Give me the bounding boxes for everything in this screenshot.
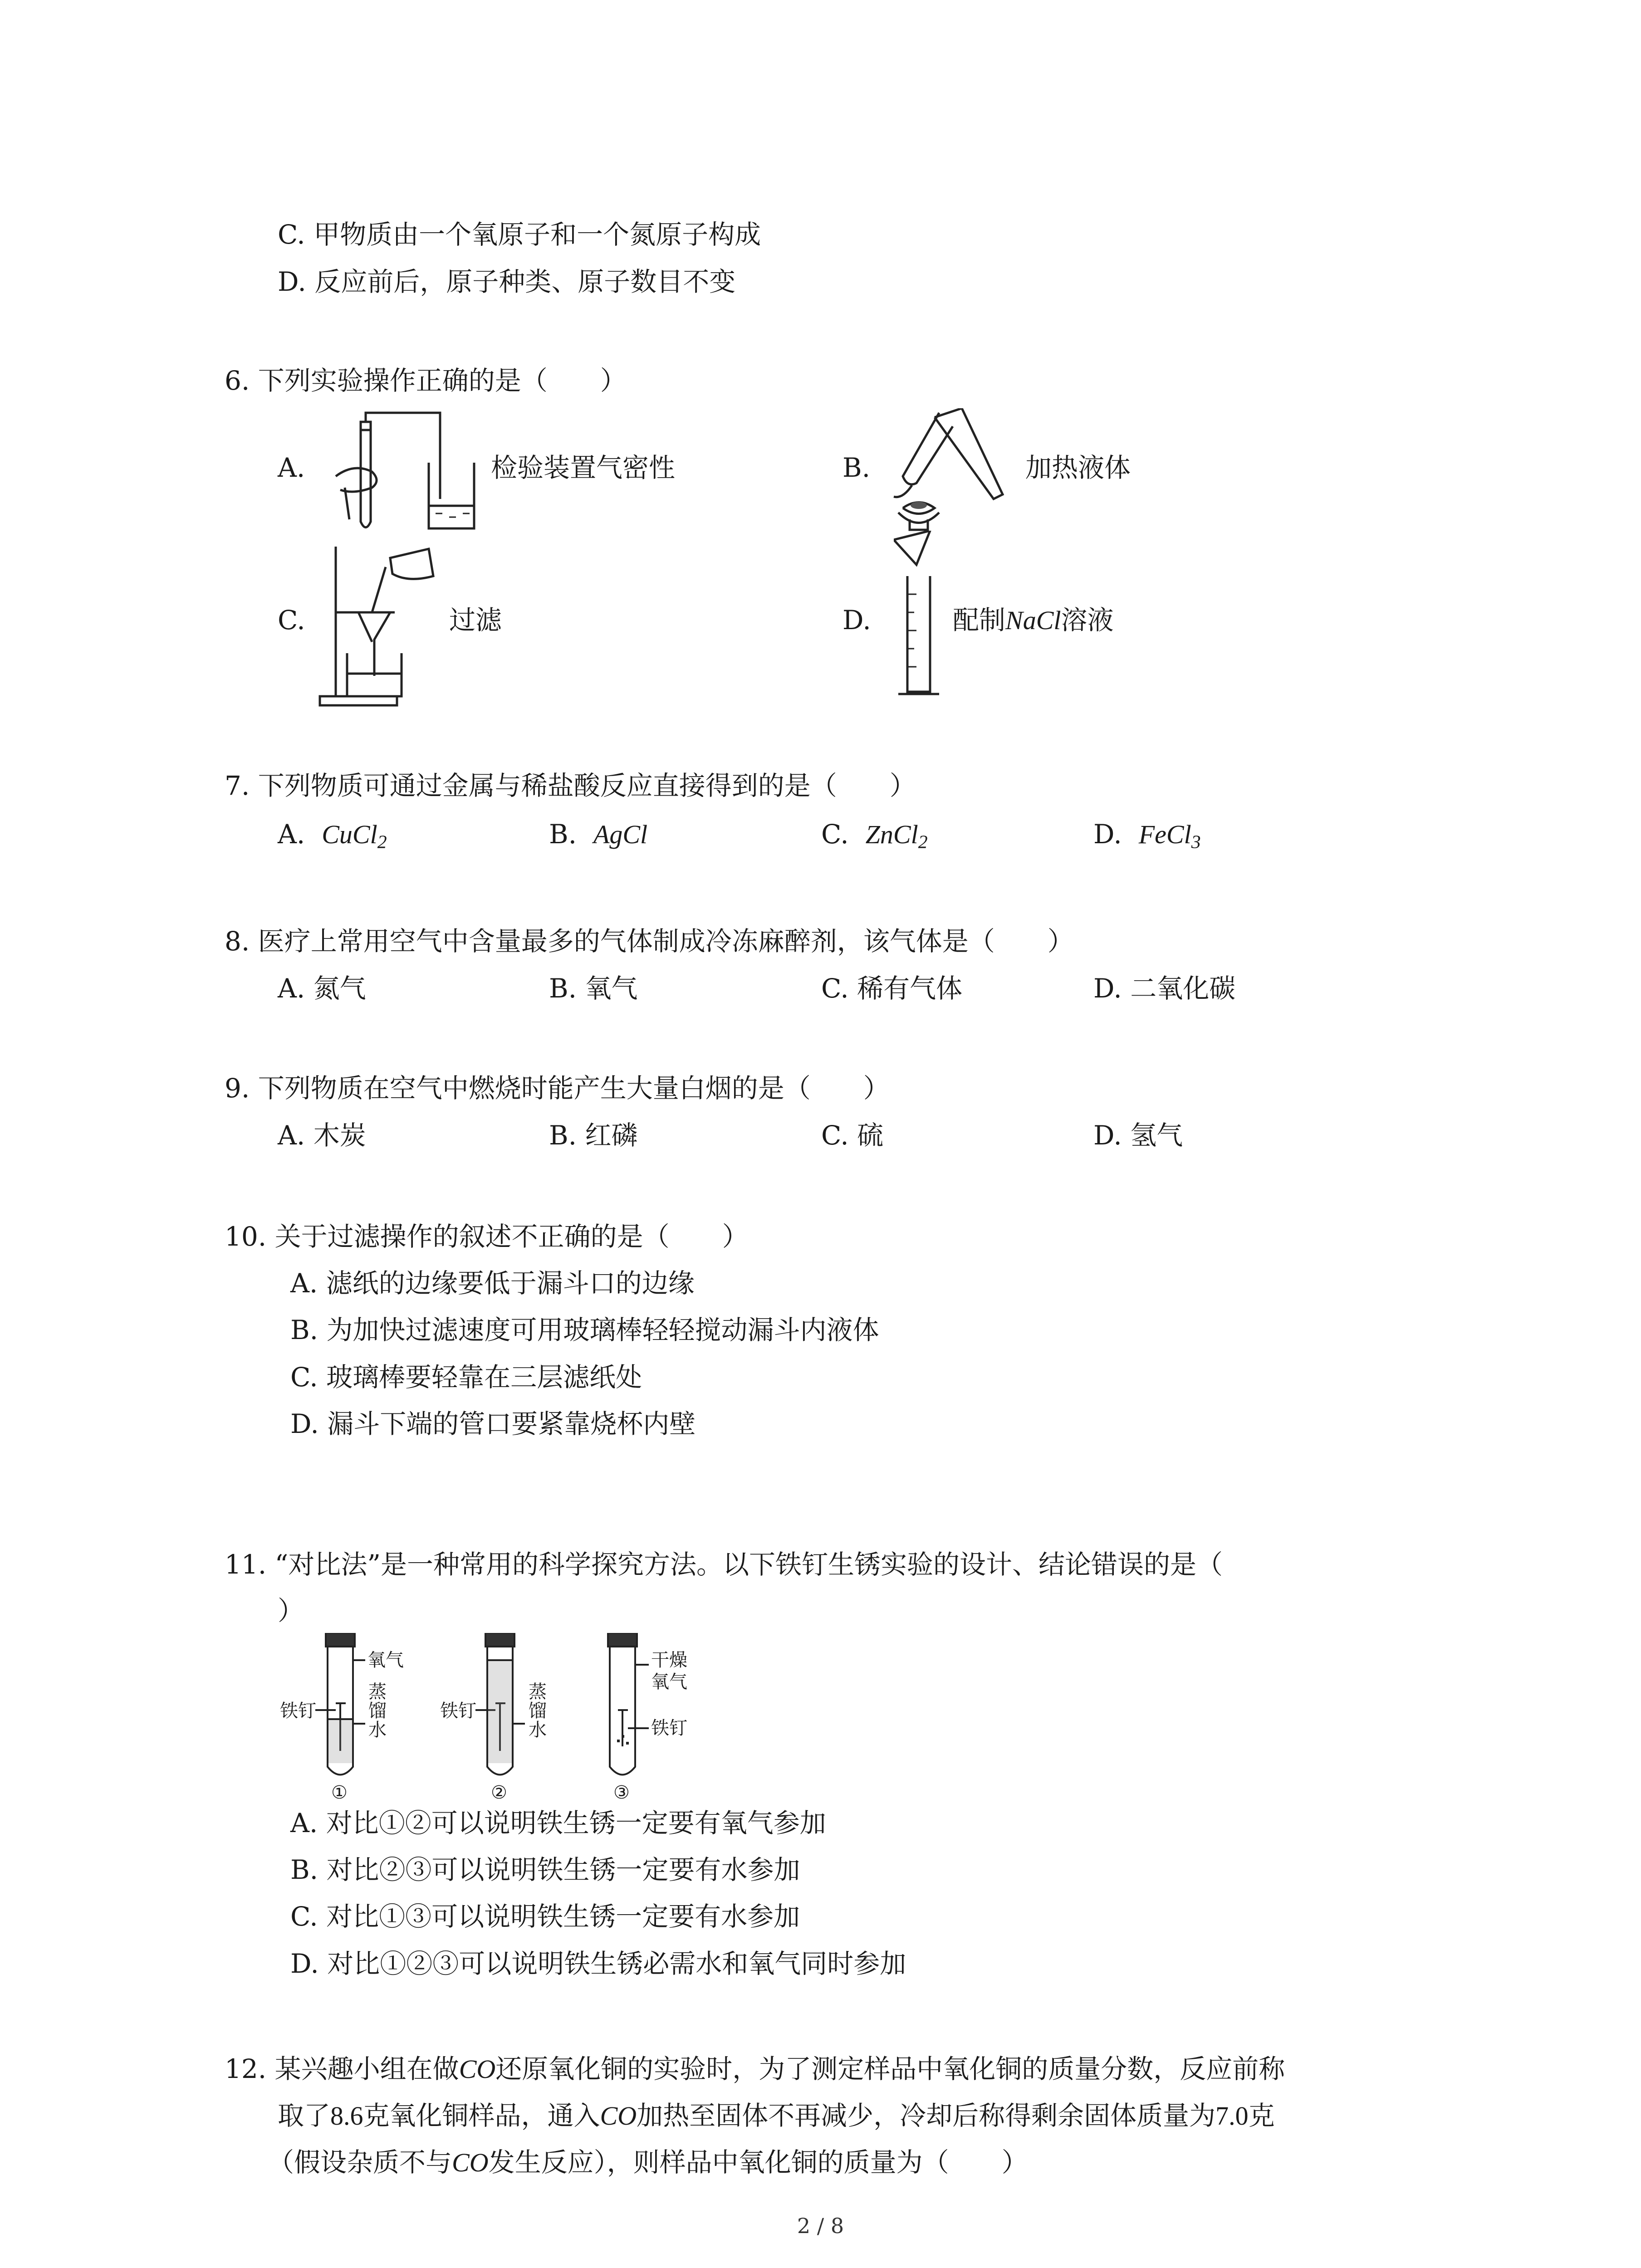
q11-stem-line1: 11. “对比法”是一种常用的科学探究方法。以下铁钉生锈实验的设计、结论错误的是（	[225, 1549, 1223, 1580]
tube2-nail-label: 铁钉	[440, 1701, 476, 1721]
q12-line2: 取了8.6克氧化铜样品，通入CO加热至固体不再减少，冷却后称得剩余固体质量为7.0克	[278, 2100, 1275, 2131]
tube2-water-char1: 蒸	[529, 1681, 547, 1702]
q8-option-d: D. 二氧化碳	[1093, 973, 1236, 1004]
q6-d-caption: 配制NaCl溶液	[953, 605, 1114, 635]
tube3-number: ③	[613, 1782, 630, 1803]
q6-b-caption: 加热液体	[1025, 452, 1131, 483]
q6-c-letter: C.	[278, 605, 305, 635]
q8-stem: 8. 医疗上常用空气中含量最多的气体制成冷冻麻醉剂，该气体是（ ）	[225, 926, 1074, 957]
q9-option-a: A. 木炭	[278, 1120, 366, 1151]
q7-option-d: D. FeCl$_3$	[1093, 819, 1201, 853]
q6-b-letter: B.	[843, 452, 871, 483]
tube3-gas-line1: 干燥	[651, 1650, 687, 1671]
tube3-gas-line2: 氧气	[651, 1672, 687, 1692]
q9-option-b: B. 红磷	[549, 1120, 638, 1151]
tube3-nail-label: 铁钉	[651, 1718, 687, 1739]
tube1-water-char2: 馏	[368, 1701, 387, 1721]
tube1-gas-label: 氧气	[367, 1650, 404, 1671]
page-number: 2 / 8	[797, 2214, 844, 2238]
q6-a-caption: 检验装置气密性	[491, 452, 676, 483]
q11-option-c: C. 对比①③可以说明铁生锈一定要有水参加	[290, 1901, 800, 1932]
filtration-figure	[318, 540, 449, 710]
q10-option-a: A. 滤纸的边缘要低于漏斗口的边缘	[290, 1268, 695, 1299]
q10-option-d: D. 漏斗下端的管口要紧靠烧杯内壁	[290, 1408, 696, 1439]
tube1-water-char3: 水	[368, 1720, 387, 1740]
heat-liquid-figure	[885, 408, 1021, 535]
q8-option-b: B. 氧气	[549, 973, 638, 1004]
tube2-water-char3: 水	[529, 1720, 547, 1740]
q12-line3: （假设杂质不与CO发生反应），则样品中氧化铜的质量为（ ）	[268, 2147, 1028, 2178]
q7-option-b: B. AgCl	[549, 819, 648, 850]
q11-option-a: A. 对比①②可以说明铁生锈一定要有氧气参加	[290, 1808, 826, 1838]
q6-stem: 6. 下列实验操作正确的是（ ）	[225, 365, 627, 396]
q8-option-c: C. 稀有气体	[821, 973, 963, 1004]
q12-line1: 12. 某兴趣小组在做CO还原氧化铜的实验时，为了测定样品中氧化铜的质量分数，反应前称	[225, 2053, 1285, 2084]
q7-option-c: C. ZnCl$_2$	[821, 819, 928, 853]
tube2-number: ②	[491, 1782, 507, 1803]
airtightness-check-figure	[318, 408, 490, 540]
q6-c-caption: 过滤	[449, 605, 502, 635]
tube1-number: ①	[331, 1782, 348, 1803]
q10-option-c: C. 玻璃棒要轻靠在三层滤纸处	[290, 1362, 642, 1393]
q10-stem: 10. 关于过滤操作的叙述不正确的是（ ）	[225, 1221, 749, 1252]
iron-rust-tubes-figure	[272, 1633, 708, 1796]
q5-option-d: D. 反应前后，原子种类、原子数目不变	[278, 266, 736, 297]
graduated-cylinder-figure	[894, 531, 957, 703]
q7-stem: 7. 下列物质可通过金属与稀盐酸反应直接得到的是（ ）	[225, 770, 916, 801]
q8-option-a: A. 氮气	[278, 973, 366, 1004]
q11-option-b: B. 对比②③可以说明铁生锈一定要有水参加	[290, 1854, 800, 1885]
q10-option-b: B. 为加快过滤速度可用玻璃棒轻轻搅动漏斗内液体	[290, 1315, 879, 1345]
q7-option-a: A. CuCl$_2$	[278, 819, 387, 853]
q9-option-c: C. 硫	[821, 1120, 884, 1151]
q5-option-c: C. 甲物质由一个氧原子和一个氮原子构成	[278, 219, 761, 250]
tube1-nail-label: 铁钉	[280, 1701, 316, 1721]
q11-stem-line2: ）	[278, 1595, 304, 1626]
tube1-water-char1: 蒸	[368, 1681, 387, 1702]
q9-option-d: D. 氢气	[1093, 1120, 1183, 1151]
tube2-water-char2: 馏	[529, 1701, 547, 1721]
q11-option-d: D. 对比①②③可以说明铁生锈必需水和氧气同时参加	[290, 1948, 906, 1979]
q6-d-letter: D.	[843, 605, 871, 635]
q9-stem: 9. 下列物质在空气中燃烧时能产生大量白烟的是（ ）	[225, 1073, 890, 1104]
q6-a-letter: A.	[278, 452, 305, 483]
